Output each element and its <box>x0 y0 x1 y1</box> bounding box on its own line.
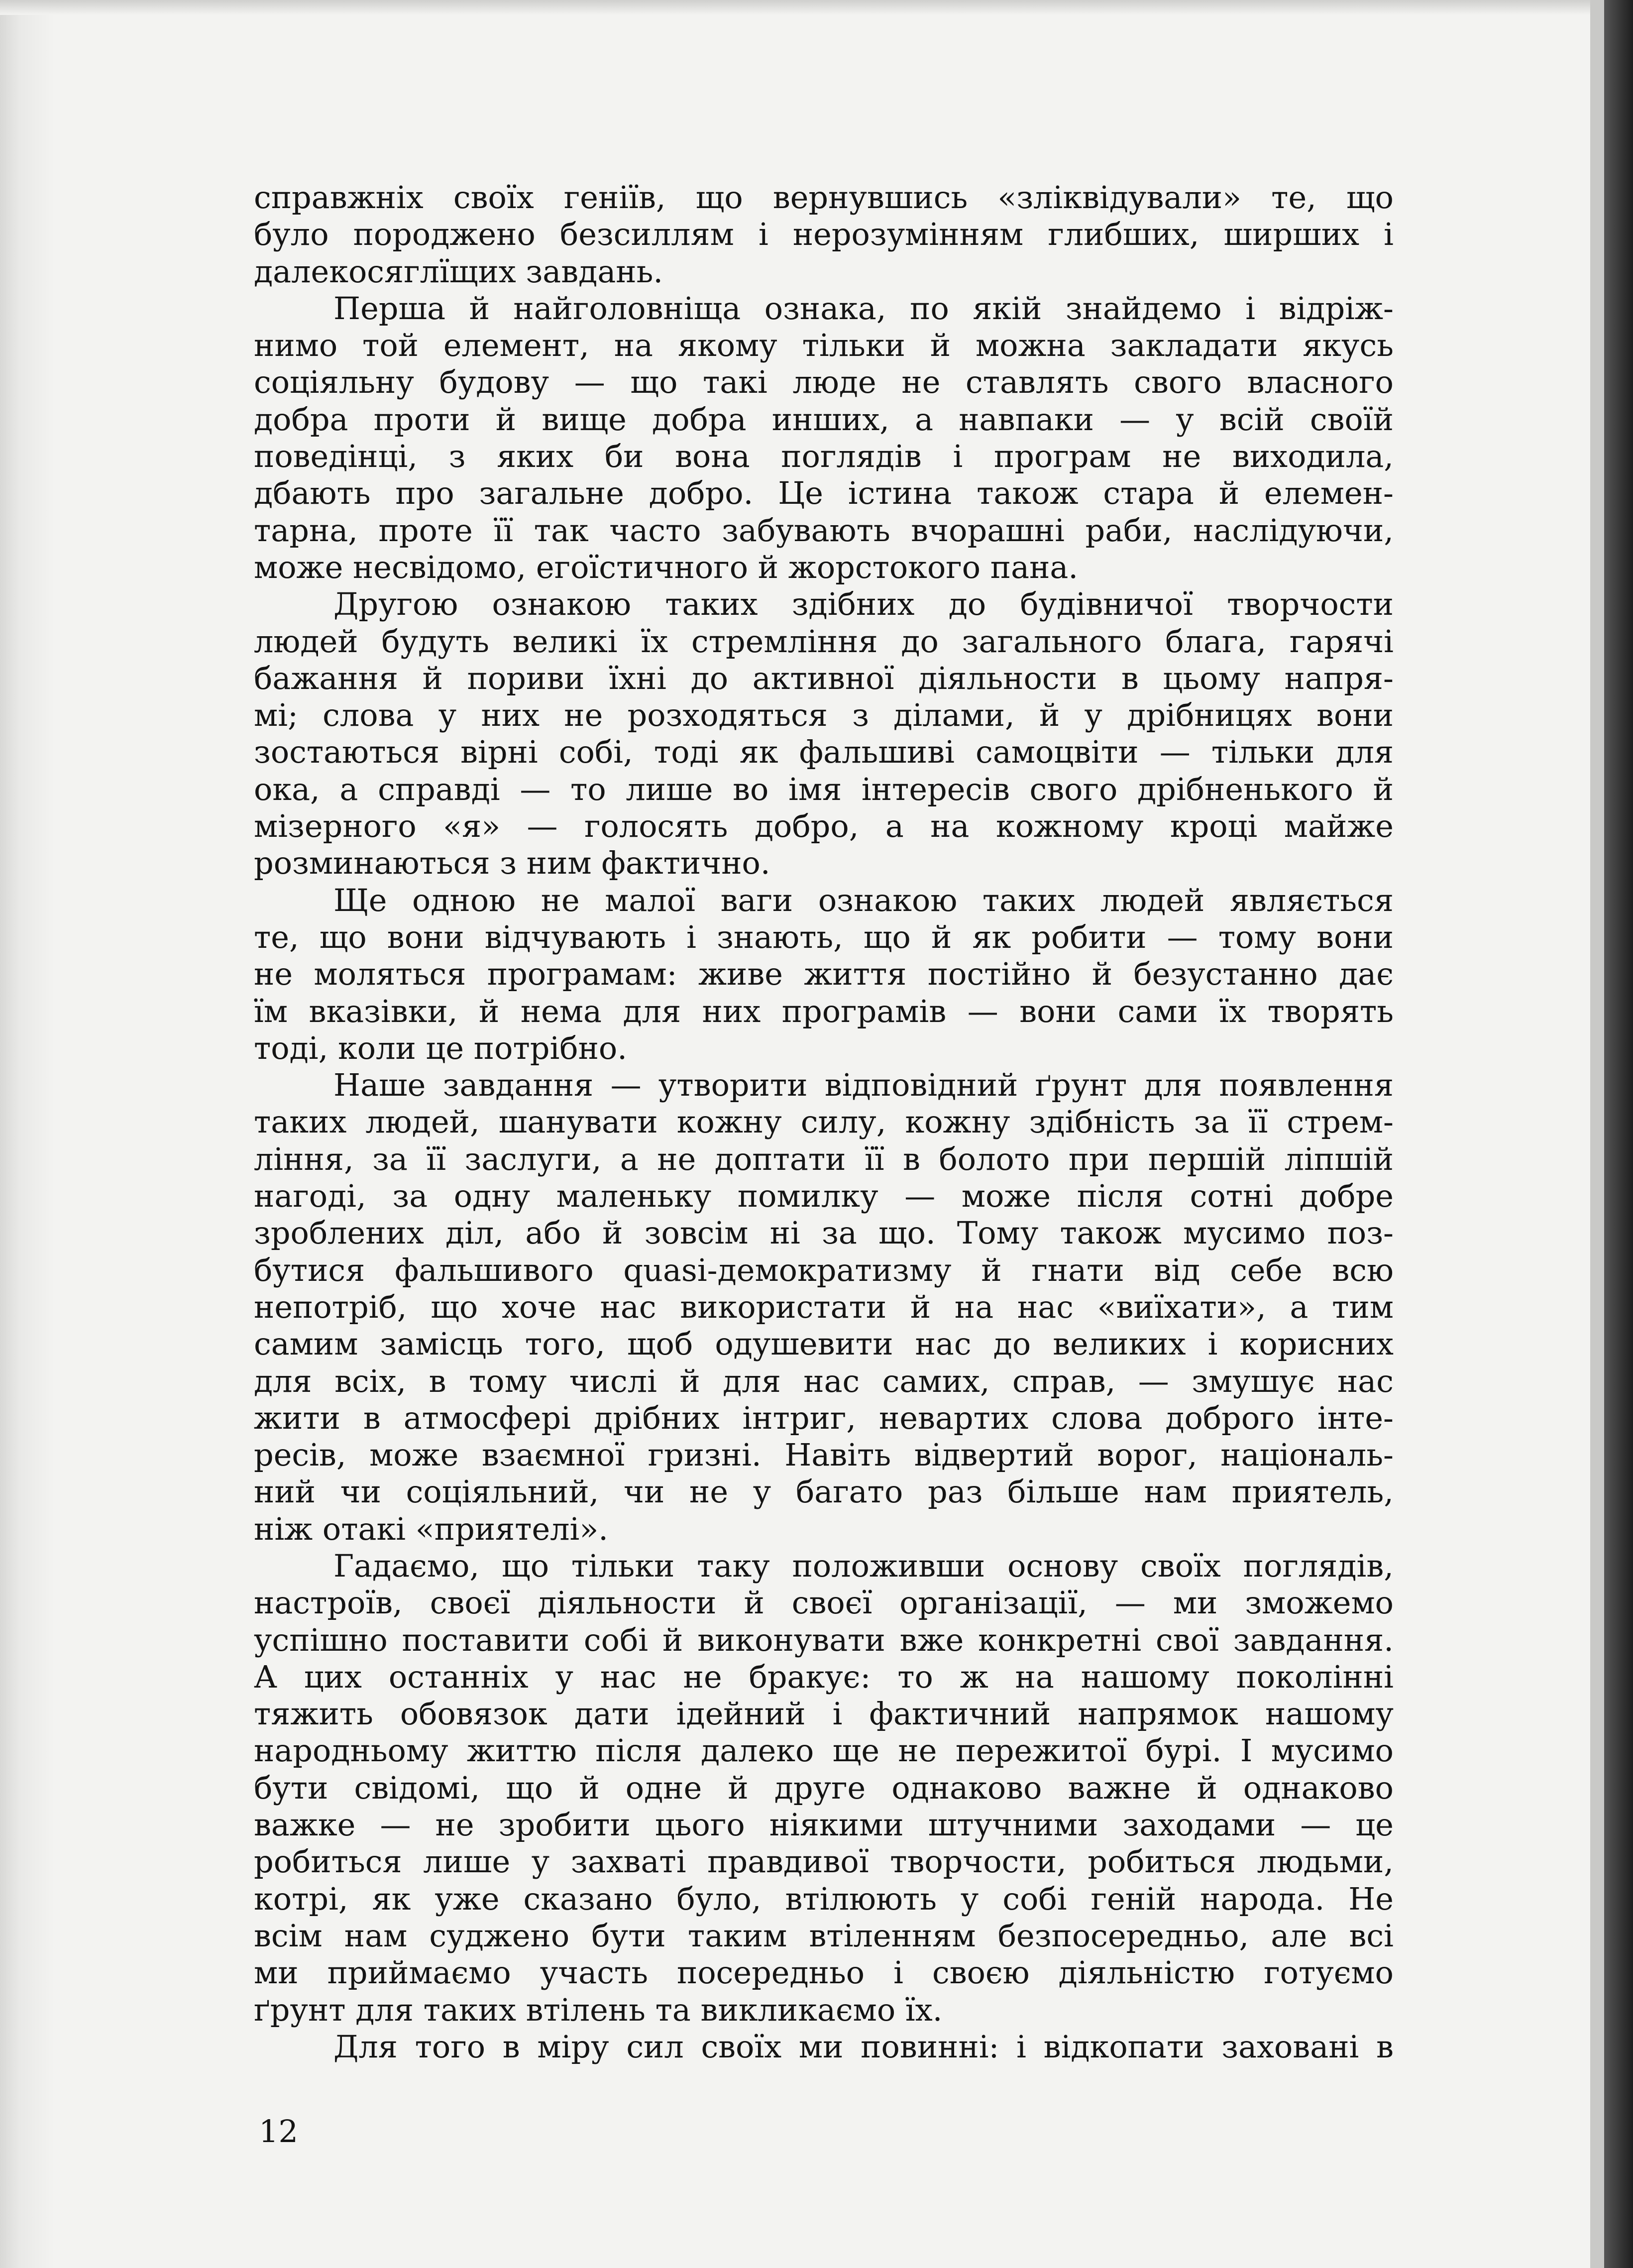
text-line: успішно поставити собі й виконувати вже конкретні свої завдання. <box>254 1621 1394 1658</box>
paragraph <box>254 882 1394 1067</box>
text-line: Наше завдання — утворити відповідний ґрунт для появлення <box>333 1067 1394 1104</box>
text-line: самим замісць того, щоб одушевити нас до великих і корисних <box>254 1326 1394 1362</box>
text-line: котрі, як уже сказано було, втілюють у собі геній народа. Не <box>254 1880 1394 1917</box>
text-line: тоді, коли це потрібно. <box>254 1029 627 1066</box>
text-line: те, що вони відчувають і знають, що й як робити — тому вони <box>254 918 1394 955</box>
text-line: ління, за її заслуги, а не доптати її в болото при першій ліпшій <box>254 1140 1394 1177</box>
text-line: мізерного «я» — голосять добро, а на кожному кроці майже <box>254 808 1394 845</box>
text-line: таких людей, шанувати кожну силу, кожну здібність за її стрем- <box>254 1104 1394 1140</box>
text-line: ніж отакі «приятелі». <box>254 1510 609 1547</box>
paragraph <box>254 1067 1394 1548</box>
text-line: ми приймаємо участь посередньо і своєю діяльністю готуємо <box>254 1954 1394 1991</box>
text-line: зроблених діл, або й зовсім ні за що. Тому також мусимо поз- <box>254 1215 1394 1251</box>
text-line: Ще одною не малої ваги ознакою таких людей являється <box>333 882 1394 918</box>
paragraph <box>254 2029 1394 2065</box>
book-spine-shadow <box>1604 0 1633 2268</box>
paragraph <box>254 179 1394 290</box>
text-line: Перша й найголовніща ознака, по якій знайдемо і відріж- <box>333 290 1394 327</box>
text-line: людей будуть великі їх стремління до загального блага, гарячі <box>254 623 1394 660</box>
text-line: нимо той елемент, на якому тільки й можна закладати якусь <box>254 327 1394 364</box>
text-line: їм вказівки, й нема для них програмів — вони сами їх творять <box>254 993 1394 1029</box>
text-line: ґрунт для таких втілень та викликаємо їх. <box>254 1991 943 2028</box>
text-line: бутися фальшивого quasi-демократизму й гнати від себе всю <box>254 1251 1394 1288</box>
paragraph <box>254 1548 1394 2029</box>
text-line: народньому життю після далеко ще не пережитої бурі. І мусимо <box>254 1732 1394 1769</box>
text-line: зостаються вірні собі, тоді як фальшиві самоцвіти — тільки для <box>254 734 1394 771</box>
text-line: було породжено безсиллям і нерозумінням глибших, ширших і <box>254 216 1394 253</box>
text-line: непотріб, що хоче нас використати й на нас «виїхати», а тим <box>254 1288 1394 1325</box>
text-line: робиться лише у захваті правдивої творчости, робиться людьми, <box>254 1843 1394 1880</box>
page-edge-shadow <box>0 0 55 2268</box>
text-line: розминаються з ним фактично. <box>254 845 770 882</box>
page-number: 12 <box>259 2113 298 2150</box>
text-line: Гадаємо, що тільки таку положивши основу своїх поглядів, <box>333 1547 1394 1584</box>
page-top-shadow <box>0 0 1590 15</box>
body-text <box>254 179 1394 2065</box>
text-line: ресів, може взаємної гризні. Навіть відвертий ворог, національ- <box>254 1437 1394 1474</box>
text-line: мі; слова у них не розходяться з ділами, й у дрібницях вони <box>254 697 1394 734</box>
text-line: дбають про загальне добро. Це істина також стара й елемен- <box>254 475 1394 512</box>
text-line: може несвідомо, егоїстичного й жорстокого пана. <box>254 549 1079 585</box>
text-line: не моляться програмам: живе життя постійно й безустанно дає <box>254 956 1394 993</box>
paragraph <box>254 290 1394 586</box>
text-line: А цих останніх у нас не бракує: то ж на нашому поколінні <box>254 1658 1394 1695</box>
book-gutter <box>1590 0 1604 2268</box>
text-line: Для того в міру сил своїх ми повинні: і відкопати заховані в <box>333 2028 1394 2065</box>
text-line: далекосяглїщих завдань. <box>254 253 663 290</box>
text-line: ока, а справді — то лише во імя інтересів свого дрібненького й <box>254 771 1394 807</box>
text-line: тарна, проте її так часто забувають вчорашні раби, наслідуючи, <box>254 512 1394 549</box>
text-line: Другою ознакою таких здібних до будівничої творчости <box>333 586 1394 623</box>
text-line: добра проти й вище добра инших, а навпаки — у всій своїй <box>254 401 1394 438</box>
text-line: важке — не зробити цього ніякими штучними заходами — це <box>254 1807 1394 1843</box>
text-line: бажання й пориви їхні до активної діяльности в цьому напря- <box>254 660 1394 696</box>
text-line: поведінці, з яких би вона поглядів і програм не виходила, <box>254 438 1394 475</box>
text-line: для всіх, в тому числі й для нас самих, справ, — змушує нас <box>254 1362 1394 1399</box>
text-line: бути свідомі, що й одне й друге однаково важне й однаково <box>254 1769 1394 1806</box>
text-line: нагоді, за одну маленьку помилку — може після сотні добре <box>254 1178 1394 1215</box>
text-line: тяжить обовязок дати ідейний і фактичний напрямок нашому <box>254 1696 1394 1732</box>
text-line: всім нам суджено бути таким втіленням безпосередньо, але всі <box>254 1917 1394 1954</box>
text-line: справжніх своїх геніїв, що вернувшись «зліквідували» те, що <box>254 179 1394 216</box>
paragraph <box>254 586 1394 882</box>
text-line: ний чи соціяльний, чи не у багато раз більше нам приятель, <box>254 1474 1394 1510</box>
text-line: жити в атмосфері дрібних інтриг, невартих слова доброго інте- <box>254 1399 1394 1436</box>
text-line: соціяльну будову — що такі люде не ставлять свого власного <box>254 364 1394 401</box>
text-line: настроїв, своєї діяльности й своєї організації, — ми зможемо <box>254 1585 1394 1621</box>
